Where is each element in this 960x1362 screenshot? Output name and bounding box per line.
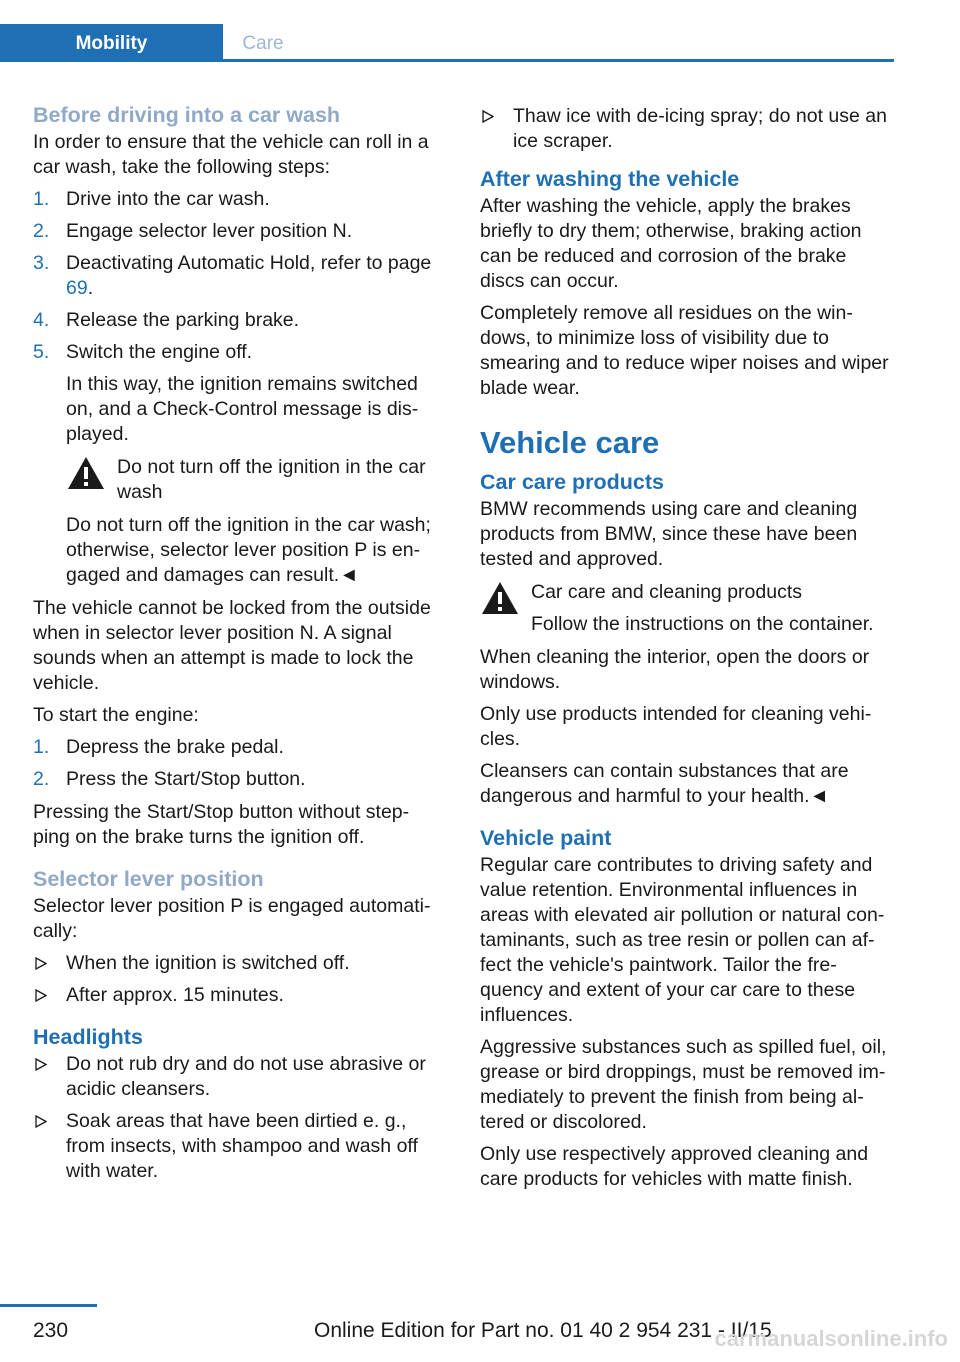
step-text: Switch the engine off. [66, 341, 253, 363]
paragraph: Only use respectively approved cleaning and care products for vehicles with matte finish. [480, 1143, 869, 1190]
step-number: 4. [33, 309, 50, 331]
warning-icon [480, 580, 520, 623]
heading-vehicle-paint: Vehicle paint [480, 826, 612, 850]
triangle-bullet-icon [35, 1109, 47, 1128]
step-text: Release the parking brake. [66, 309, 300, 331]
step-subtext: In this way, the ignition remains switched on, and a Check-Control message is dis-played. [66, 373, 419, 445]
paragraph: BMW recommends using care and cleaning products from BMW, since these have been tested and approved. [480, 498, 858, 570]
paragraph: When cleaning the interior, open the doors or windows. [480, 646, 870, 693]
right-column [480, 104, 890, 1199]
step-number: 1. [33, 188, 50, 210]
warning-box [480, 580, 890, 637]
list-item [33, 735, 443, 760]
start-steps [33, 735, 443, 792]
list-item [33, 187, 443, 212]
heading-car-wash: Before driving into a car wash [33, 103, 341, 127]
list-item [33, 767, 443, 792]
page-link-69[interactable]: 69 [66, 277, 88, 299]
page-number: 230 [33, 1319, 69, 1342]
heading-selector-lever: Selector lever position [33, 867, 264, 891]
headlights-list [33, 1052, 443, 1184]
step-number: 1. [33, 736, 50, 758]
list-item [33, 1052, 443, 1102]
warning-text: Follow the instructions on the container. [531, 613, 874, 635]
triangle-bullet-icon [35, 951, 47, 970]
heading-car-care-products: Car care products [480, 470, 665, 494]
triangle-bullet-icon [482, 104, 494, 123]
heading-vehicle-care: Vehicle care [480, 425, 660, 460]
carwash-steps [33, 187, 443, 588]
list-item [33, 251, 443, 301]
paragraph: In order to ensure that the vehicle can roll in a car wash, take the following steps: [33, 131, 429, 178]
item-text: Thaw ice with de-icing spray; do not use an ice scraper. [513, 105, 887, 152]
paragraph: Cleansers can contain substances that are dangerous and harmful to your health.◄ [480, 760, 849, 807]
header-rule [0, 59, 894, 62]
paragraph: Completely remove all residues on the win-dows, to minimize loss of visibility due to smearing and to reduce wiper noises and wiper blade wear. [480, 302, 889, 399]
list-item [480, 104, 890, 154]
list-item [33, 219, 443, 244]
item-text: Soak areas that have been dirtied e. g., from insects, with shampoo and wash off with water. [66, 1110, 418, 1182]
paragraph: Only use products intended for cleaning vehi-cles. [480, 703, 872, 750]
paragraph: After washing the vehicle, apply the brakes briefly to dry them; otherwise, braking action can be reduced and corrosion of the brake discs can occur. [480, 195, 862, 292]
triangle-bullet-icon [35, 983, 47, 1002]
step-number: 2. [33, 220, 50, 242]
warning-icon [66, 455, 106, 498]
step-text: Press the Start/Stop button. [66, 768, 306, 790]
step-text: Deactivating Automatic Hold, refer to page [66, 252, 432, 274]
paragraph: Pressing the Start/Stop button without step-ping on the brake turns the ignition off. [33, 801, 410, 848]
list-item [33, 340, 443, 588]
watermark: carmanualsonline.info [714, 1326, 948, 1351]
step-text: Engage selector lever position N. [66, 220, 353, 242]
item-text: When the ignition is switched off. [66, 952, 350, 974]
step-text: Drive into the car wash. [66, 188, 270, 210]
step-number: 3. [33, 252, 50, 274]
paragraph: Selector lever position P is engaged automati-cally: [33, 895, 431, 942]
paragraph: The vehicle cannot be locked from the outside when in selector lever position N. A signal sounds when an attempt is made to lock the vehicle. [33, 597, 431, 694]
chapter-tabs [0, 24, 894, 62]
step-text: Depress the brake pedal. [66, 736, 284, 758]
warning-box [66, 455, 443, 505]
heading-headlights: Headlights [33, 1025, 143, 1049]
tab-care[interactable]: Care [242, 32, 284, 54]
selector-list [33, 951, 443, 1008]
item-text: After approx. 15 minutes. [66, 984, 284, 1006]
list-item [33, 951, 443, 976]
footer-rule [0, 1304, 97, 1307]
step-number: 2. [33, 768, 50, 790]
paragraph: Aggressive substances such as spilled fuel, oil, grease or bird droppings, must be removed im-mediately to prevent the finish from being al-tered or discolored. [480, 1036, 887, 1133]
warning-title: Do not turn off the ignition in the car wash [117, 456, 426, 503]
tab-mobility[interactable]: Mobility [0, 24, 223, 62]
list-item [33, 1109, 443, 1184]
step-number: 5. [33, 341, 50, 363]
step-text-end: . [87, 277, 94, 299]
edition-info: Online Edition for Part no. 01 40 2 954 231 - II/15 [314, 1319, 772, 1342]
paragraph: Regular care contributes to driving safety and value retention. Environmental influences in areas with elevated air pollution or natural con-taminants, such as tree resin or pollen can af-fect the vehicle's paintwork. Tailor the fre-quency and extent of your car care to these influences. [480, 854, 885, 1026]
warning-title: Car care and cleaning products [531, 581, 802, 603]
left-column [33, 100, 443, 1192]
triangle-bullet-icon [35, 1052, 47, 1071]
warning-body: Do not turn off the ignition in the car wash; otherwise, selector lever position P is en-gaged and damages can result.◄ [66, 514, 431, 586]
heading-after-washing: After washing the vehicle [480, 167, 740, 191]
item-text: Do not rub dry and do not use abrasive or acidic cleansers. [66, 1053, 426, 1100]
list-item [33, 983, 443, 1008]
paragraph: To start the engine: [33, 704, 199, 726]
headlights-list-cont [480, 104, 890, 154]
list-item [33, 308, 443, 333]
